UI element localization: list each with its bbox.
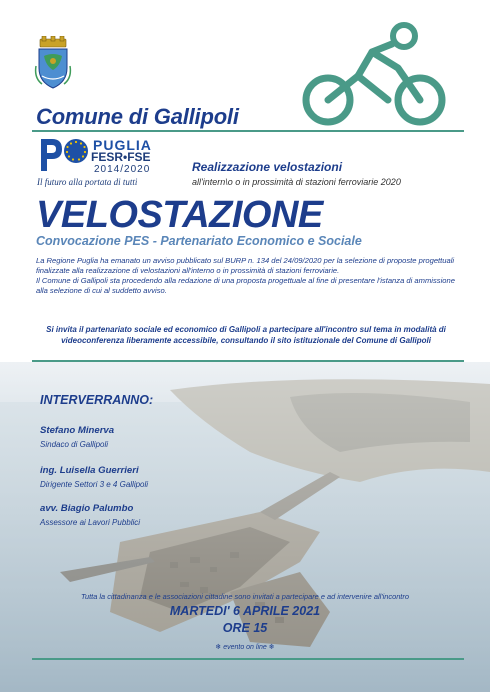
project-title: Realizzazione velostazioni — [192, 160, 343, 174]
event-title: VELOSTAZIONE — [36, 194, 323, 236]
intro-paragraph-1: La Regione Puglia ha emanato un avviso pubblicato sul BURP n. 134 del 24/09/2020 per la selezione di proposte progettuali finalizzate alla realizzazione di velostazioni all'interno o in prossimità di stazioni ferroviarie. — [36, 256, 455, 275]
event-subtitle: Convocazione PES - Partenariato Economico e Sociale — [36, 234, 362, 248]
closing-note: Tutta la cittadinanza e le associazioni cittadine sono invitati a partecipare e ad intervenire all'incontro — [81, 592, 409, 601]
event-time: ORE 15 — [222, 621, 268, 635]
municipality-title: Comune di Gallipoli — [36, 104, 239, 129]
project-subtitle: all'intern\o o in prossimità di stazioni ferroviarie 2020 — [192, 177, 401, 187]
speakers-heading: INTERVERRANNO: — [40, 393, 154, 407]
speaker-3-name: avv. Biagio Palumbo — [40, 503, 134, 514]
intro-text — [36, 256, 456, 296]
puglia-fesr-logo-icon — [38, 137, 88, 173]
speaker-2-name: ing. Luisella Guerrieri — [40, 465, 139, 476]
bottom-divider — [32, 658, 464, 660]
speaker-1-role: Sindaco di Gallipoli — [40, 440, 109, 449]
program-tagline: Il futuro alla portata di tutti — [37, 177, 138, 187]
program-region: PUGLIA — [93, 137, 152, 153]
event-date: MARTEDI' 6 APRILE 2021 — [169, 604, 321, 618]
cyclist-logo-icon — [300, 22, 450, 132]
coat-of-arms-icon — [34, 36, 72, 90]
top-divider — [32, 130, 464, 132]
invitation-text: Si invita il partenariato sociale ed economico di Gallipoli a partecipare all'incontro sul tema in modalità di videoconferenza liberamente accessibile, consultando il sito istituzionale del Comune di Gallipoli — [46, 325, 446, 345]
program-fund: FESR•FSE — [91, 150, 151, 164]
event-mode: ❄ evento on line ❄ — [215, 644, 275, 651]
program-years: 2014/2020 — [94, 164, 151, 175]
speaker-3-role: Assessore ai Lavori Pubblici — [40, 518, 141, 527]
speaker-2-role: Dirigente Settori 3 e 4 Gallipoli — [40, 480, 149, 489]
speaker-1-name: Stefano Minerva — [40, 425, 115, 436]
intro-paragraph-2: Il Comune di Gallipoli sta procedendo alla redazione di una proposta progettuale al fine di presentare l'istanza di ammissione alla selezione di cui al suddetto avviso. — [36, 276, 455, 295]
